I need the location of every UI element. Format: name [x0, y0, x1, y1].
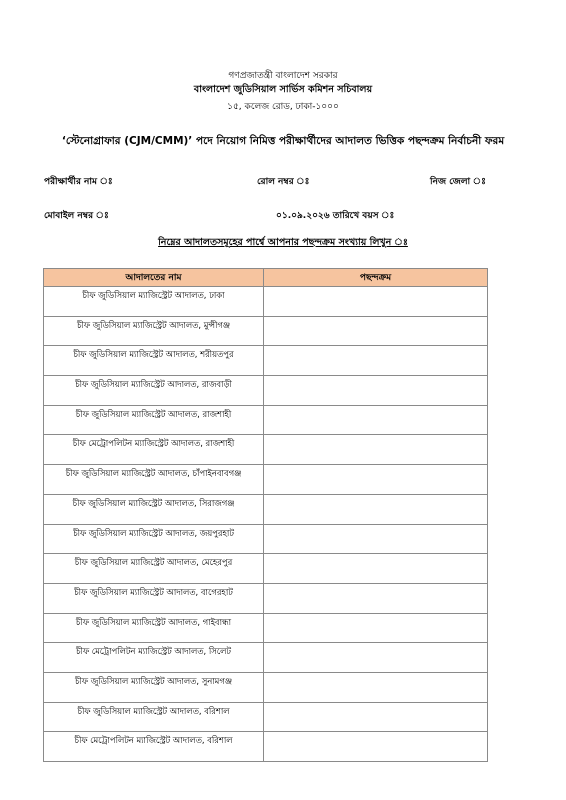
court-name-cell: চীফ মেট্রোপলিটন ম্যাজিস্ট্রেট আদালত, সিলেট: [44, 643, 264, 673]
court-name-cell: চীফ জুডিসিয়াল ম্যাজিস্ট্রেট আদালত, জয়পুরহাট: [44, 524, 264, 554]
table-row: [44, 435, 488, 465]
court-name-cell: চীফ জুডিসিয়াল ম্যাজিস্ট্রেট আদালত, সুনামগঞ্জ: [44, 672, 264, 702]
court-name-cell: চীফ জুডিসিয়াল ম্যাজিস্ট্রেট আদালত, মেহেরপুর: [44, 554, 264, 584]
table-row: [44, 346, 488, 376]
address-heading: ১৫, কলেজ রোড, ঢাকা-১০০০: [227, 102, 339, 112]
table-row: [44, 554, 488, 584]
table-row: [44, 672, 488, 702]
court-name-cell: চীফ জুডিসিয়াল ম্যাজিস্ট্রেট আদালত, সিরাজগঞ্জ: [44, 494, 264, 524]
table-row: [44, 465, 488, 495]
court-name-cell: চীফ জুডিসিয়াল ম্যাজিস্ট্রেট আদালত, রাজবাড়ী: [44, 376, 264, 406]
table-row: [44, 376, 488, 406]
preference-cell[interactable]: [264, 435, 488, 465]
preference-cell[interactable]: [264, 702, 488, 732]
preference-cell[interactable]: [264, 554, 488, 584]
preference-cell[interactable]: [264, 287, 488, 317]
preference-cell[interactable]: [264, 524, 488, 554]
preference-cell[interactable]: [264, 583, 488, 613]
court-name-cell: চীফ মেট্রোপলিটন ম্যাজিস্ট্রেট আদালত, রাজশাহী: [44, 435, 264, 465]
preference-cell[interactable]: [264, 346, 488, 376]
preference-cell[interactable]: [264, 376, 488, 406]
mobile-number-label: মোবাইল নম্বর ঃ: [44, 211, 109, 221]
court-name-cell: চীফ জুডিসিয়াল ম্যাজিস্ট্রেট আদালত, গাইবান্ধা: [44, 613, 264, 643]
preference-cell[interactable]: [264, 613, 488, 643]
preference-cell[interactable]: [264, 494, 488, 524]
table-header-row: [44, 269, 488, 287]
court-name-header: আদালতের নাম: [44, 269, 264, 287]
instruction-text: নিম্নের আদালতসমূহের পার্শ্বে আপনার পছন্দক্রম সংখ্যায় লিখুন ঃ: [158, 237, 408, 248]
form-title: ‘স্টেনোগ্রাফার (CJM/CMM)’ পদে নিয়োগ নিমিত্ত পরীক্ষার্থীদের আদালত ভিত্তিক পছন্দক্রম নির্বাচনী ফরম: [61, 135, 505, 147]
court-name-cell: চীফ জুডিসিয়াল ম্যাজিস্ট্রেট আদালত, রাজশাহী: [44, 405, 264, 435]
preference-cell[interactable]: [264, 316, 488, 346]
court-name-cell: চীফ জুডিসিয়াল ম্যাজিস্ট্রেট আদালত, মুন্সীগঞ্জ: [44, 316, 264, 346]
table-row: [44, 702, 488, 732]
court-name-cell: চীফ মেট্রোপলিটন ম্যাজিস্ট্রেট আদালত, বরিশাল: [44, 732, 264, 762]
preference-cell[interactable]: [264, 732, 488, 762]
court-name-cell: চীফ জুডিসিয়াল ম্যাজিস্ট্রেট আদালত, ঢাকা: [44, 287, 264, 317]
table-row: [44, 583, 488, 613]
court-name-cell: চীফ জুডিসিয়াল ম্যাজিস্ট্রেট আদালত, বাগেরহাট: [44, 583, 264, 613]
table-row: [44, 287, 488, 317]
court-name-cell: চীফ জুডিসিয়াল ম্যাজিস্ট্রেট আদালত, চাঁপাইনবাবগঞ্জ: [44, 465, 264, 495]
preference-cell[interactable]: [264, 672, 488, 702]
court-name-cell: চীফ জুডিসিয়াল ম্যাজিস্ট্রেট আদালত, শরীয়তপুর: [44, 346, 264, 376]
preference-header: পছন্দক্রম: [264, 269, 488, 287]
age-on-date-label: ০১.০৯.২০২৬ তারিখে বয়স ঃ: [276, 211, 395, 221]
preference-cell[interactable]: [264, 465, 488, 495]
roll-number-label: রোল নম্বর ঃ: [257, 177, 310, 187]
court-preference-table: [43, 268, 488, 762]
preference-cell[interactable]: [264, 643, 488, 673]
table-row: [44, 316, 488, 346]
home-district-label: নিজ জেলা ঃ: [430, 177, 486, 187]
table-row: [44, 643, 488, 673]
table-row: [44, 732, 488, 762]
commission-heading: বাংলাদেশ জুডিসিয়াল সার্ভিস কমিশন সচিবালয়: [193, 84, 373, 95]
government-heading: গণপ্রজাতন্ত্রী বাংলাদেশ সরকার: [228, 71, 338, 81]
table-row: [44, 405, 488, 435]
preference-cell[interactable]: [264, 405, 488, 435]
table-row: [44, 494, 488, 524]
table-row: [44, 524, 488, 554]
candidate-name-label: পরীক্ষার্থীর নাম ঃ: [44, 177, 113, 187]
table-row: [44, 613, 488, 643]
court-name-cell: চীফ জুডিসিয়াল ম্যাজিস্ট্রেট আদালত, বরিশাল: [44, 702, 264, 732]
